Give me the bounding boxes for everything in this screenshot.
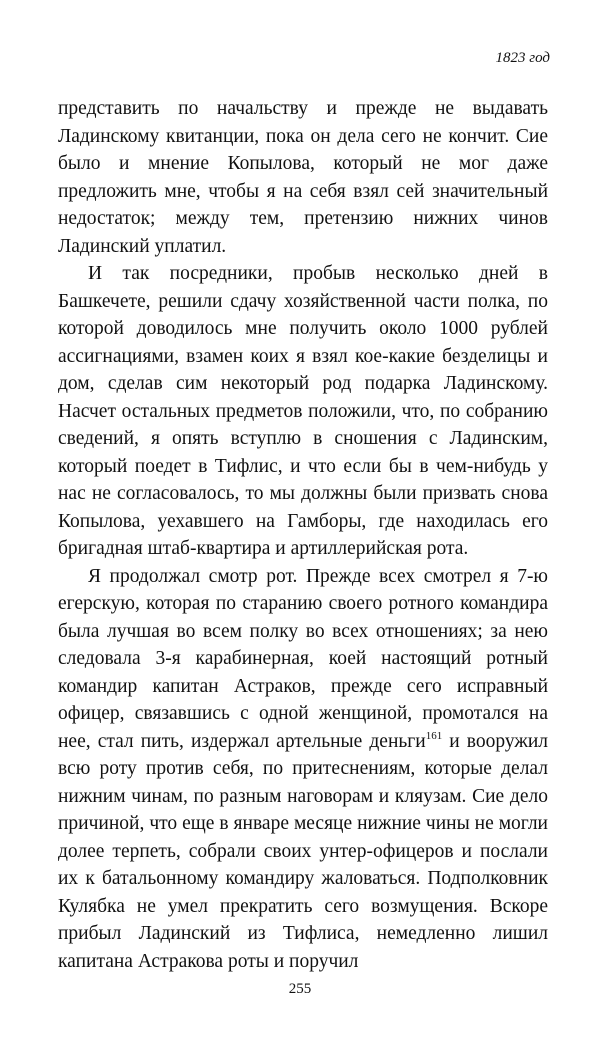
running-head: 1823 год <box>495 50 550 66</box>
paragraph-3-part-2: и вооружил всю роту против себя, по притеснениям, которые делал нижним чинам, по разным наговорам и кляузам. Сие дело причиной, что еще в январе месяце нижние чины не могли долее терпеть, собрали своих унтер-офицеров и послали их к батальонному командиру жаловаться. Подполковник Кулябка не умел прекратить сего возмущения. Вскоре прибыл Ладинский из Тифлиса, немедленно лишил капитана Астракова роты и поручил <box>58 730 548 972</box>
paragraph-3-part-1: Я продолжал смотр рот. Прежде всех смотрел я 7-ю егерскую, которая по старанию своего ротного командира была лучшая во всем полку во всех отношениях; за нею следовала 3-я карабинерная, коей настоящий ротный командир капитан Астраков, прежде сего исправный офицер, связавшись с одной женщиной, промотался на нее, стал пить, издержал артельные деньги <box>58 565 548 752</box>
paragraph-2: И так посредники, пробыв несколько дней в Башкечете, решили сдачу хозяйственной части полка, по которой доводилось мне получить около 1000 рублей ассигнациями, взамен коих я взял кое-какие безделицы и дом, сделав сим некоторый род подарка Ладинскому. Насчет остальных предметов положили, что, по собранию сведений, я опять вступлю в сношения с Ладинским, который поедет в Тифлис, и что если бы в чем-нибудь у нас не согласовалось, то мы должны были призвать снова Копылова, уехавшего на Гамборы, где находилась его бригадная штаб-квартира и артиллерийская рота. <box>58 263 548 559</box>
footnote-marker: 161 <box>425 729 443 742</box>
paragraph-3 <box>58 563 548 976</box>
paragraph-1: представить по начальству и прежде не выдавать Ладинскому квитанции, пока он дела сего не кончит. Сие было и мнение Копылова, который не мог даже предложить мне, чтобы я на себя взял сей значительный недостаток; между тем, претензию нижних чинов Ладинский уплатил. <box>58 98 548 257</box>
main-text <box>58 95 548 975</box>
page-number: 255 <box>288 981 312 997</box>
